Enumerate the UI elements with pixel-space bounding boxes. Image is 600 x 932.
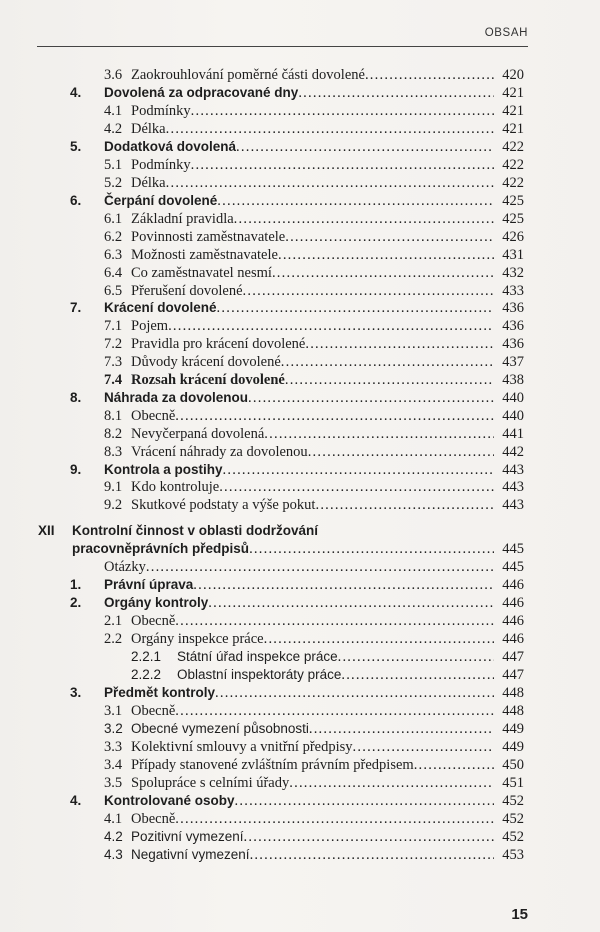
dot-leader <box>285 228 494 246</box>
toc-entry <box>0 576 600 594</box>
toc-entry-title: Skutkové podstaty a výše pokut <box>131 497 316 513</box>
toc-entry-title: Státní úřad inspekce práce <box>177 649 338 664</box>
toc-entry-page: 452 <box>502 793 524 809</box>
toc-entry <box>0 810 600 828</box>
toc-entry-page: 440 <box>502 390 524 406</box>
toc-entry <box>0 666 600 684</box>
toc-entry <box>0 630 600 648</box>
toc-entry-number: 9.2 <box>104 497 123 513</box>
toc-entry-page: 420 <box>502 67 524 83</box>
toc-entry-page: 426 <box>502 229 524 245</box>
toc-entry-title: Nevyčerpaná dovolená <box>131 426 265 442</box>
toc-entry-title: Oblastní inspektoráty práce <box>177 667 342 682</box>
toc-entry <box>0 246 600 264</box>
dot-leader <box>208 594 494 612</box>
toc-entry-title: Obecné vymezení působnosti <box>131 721 309 736</box>
toc-entry-title: Vrácení náhrady za dovolenou <box>131 444 308 460</box>
toc-entry <box>0 335 600 353</box>
toc-entry-title: Kontrolní činnost v oblasti dodržování <box>72 523 319 538</box>
toc-entry-title: Případy stanovené zvláštním právním předpisem <box>131 757 414 773</box>
toc-entry <box>0 774 600 792</box>
dot-leader <box>338 648 494 666</box>
dot-leader <box>175 407 494 425</box>
dot-leader <box>175 810 494 828</box>
toc-entry <box>0 156 600 174</box>
toc-entry-title: Obecně <box>131 613 176 629</box>
dot-leader <box>175 612 494 630</box>
dot-leader <box>353 738 494 756</box>
toc-entry-number: 3.5 <box>104 775 123 791</box>
toc-entry <box>0 228 600 246</box>
dot-leader <box>281 353 494 371</box>
toc-entry <box>0 407 600 425</box>
toc-entry-page: 448 <box>502 685 524 701</box>
toc-entry-number: 9.1 <box>104 479 123 495</box>
toc-entry <box>0 684 600 702</box>
toc-entry <box>0 425 600 443</box>
toc-entry <box>0 828 600 846</box>
toc-entry-page: 445 <box>502 559 524 575</box>
dot-leader <box>217 299 494 317</box>
toc-entry-title: Obecně <box>131 408 176 424</box>
toc-entry-page: 451 <box>502 775 524 791</box>
toc-entry-number: 3.1 <box>104 703 123 719</box>
toc-entry-number: 8. <box>70 390 82 405</box>
toc-entry-number: 4.1 <box>104 103 123 119</box>
toc-entry-number: 5. <box>70 139 82 154</box>
toc-entry <box>0 317 600 335</box>
toc-entry-page: 432 <box>502 265 524 281</box>
toc-entry <box>0 558 600 576</box>
toc-entry-title: Spolupráce s celními úřady <box>131 775 290 791</box>
toc-entry-title: Přerušení dovolené <box>131 283 243 299</box>
toc-entry-page: 422 <box>502 157 524 173</box>
toc-entry-title: Zaokrouhlování poměrné části dovolené <box>131 67 365 83</box>
dot-leader <box>414 756 494 774</box>
toc-entry-title: Otázky <box>104 559 146 575</box>
toc-entry-title: Negativní vymezení <box>131 847 250 862</box>
dot-leader <box>365 66 494 84</box>
toc-entry-page: 452 <box>502 829 524 845</box>
toc-entry <box>0 702 600 720</box>
toc-entry-title: Kdo kontroluje <box>131 479 220 495</box>
toc-entry-page: 449 <box>502 739 524 755</box>
dot-leader <box>289 774 494 792</box>
page-number: 15 <box>511 906 528 923</box>
toc-entry-title: Obecně <box>131 703 176 719</box>
toc-entry-number: 8.3 <box>104 444 123 460</box>
toc-entry-page: 425 <box>502 193 524 209</box>
toc-entry <box>0 102 600 120</box>
dot-leader <box>191 102 494 120</box>
toc-entry-number: 9. <box>70 462 82 477</box>
dot-leader <box>191 156 494 174</box>
toc-entry-title: Rozsah krácení dovolené <box>131 372 285 388</box>
toc-entry <box>0 846 600 864</box>
toc-entry-title: Co zaměstnavatel nesmí <box>131 265 272 281</box>
toc-entry-title: Obecně <box>131 811 176 827</box>
toc-entry-page: 436 <box>502 300 524 316</box>
toc-entry-page: 453 <box>502 847 524 863</box>
toc-entry-page: 421 <box>502 121 524 137</box>
toc-entry <box>0 120 600 138</box>
dot-leader <box>315 496 494 514</box>
dot-leader <box>219 478 494 496</box>
dot-leader <box>341 666 494 684</box>
toc-entry-number: 2.2 <box>104 631 123 647</box>
toc-entry-page: 422 <box>502 139 524 155</box>
toc-entry <box>0 264 600 282</box>
toc-entry-number: 1. <box>70 577 82 592</box>
toc-entry-page: 436 <box>502 336 524 352</box>
toc-entry-title: Náhrada za dovolenou <box>104 390 249 405</box>
toc-entry-page: 437 <box>502 354 524 370</box>
toc-entry-title: Dodatková dovolená <box>104 139 237 154</box>
toc-entry-page: 436 <box>502 318 524 334</box>
toc-entry-title: Kolektivní smlouvy a vnitřní předpisy <box>131 739 353 755</box>
dot-leader <box>264 630 494 648</box>
dot-leader <box>175 702 494 720</box>
toc-entry-number: 4. <box>70 85 82 100</box>
toc-entry-number: 2.1 <box>104 613 123 629</box>
toc-entry-page: 447 <box>502 649 524 665</box>
toc-entry-page: 421 <box>502 103 524 119</box>
toc-entry-title: Čerpání dovolené <box>104 193 218 208</box>
toc-entry <box>0 282 600 300</box>
toc-entry-number: 2.2.2 <box>131 667 162 682</box>
toc-entry-page: 440 <box>502 408 524 424</box>
toc-entry-number: 4.2 <box>104 121 123 137</box>
toc-entry-title: Základní pravidla <box>131 211 234 227</box>
toc-entry-number: 4. <box>70 793 82 808</box>
toc-entry-number: 3.3 <box>104 739 123 755</box>
toc-entry-title: Povinnosti zaměstnavatele <box>131 229 286 245</box>
toc-entry-page: 433 <box>502 283 524 299</box>
toc-entry-number: 4.3 <box>104 847 123 862</box>
toc-entry-number: 6.3 <box>104 247 123 263</box>
toc-entry <box>0 461 600 479</box>
toc-entry-page: 443 <box>502 479 524 495</box>
toc-entry-number: 7.2 <box>104 336 123 352</box>
toc-entry <box>0 389 600 407</box>
toc-entry-title: Délka <box>131 175 166 191</box>
toc-entry <box>0 496 600 514</box>
dot-leader <box>264 425 494 443</box>
toc-entry <box>0 594 600 612</box>
toc-entry-number: 6.5 <box>104 283 123 299</box>
toc-entry <box>0 210 600 228</box>
toc-entry-number: 3.4 <box>104 757 123 773</box>
toc-entry-number: 8.2 <box>104 426 123 442</box>
dot-leader <box>272 264 494 282</box>
toc-entry-page: 442 <box>502 444 524 460</box>
toc-entry-title: Důvody krácení dovolené <box>131 354 281 370</box>
toc-entry-page: 438 <box>502 372 524 388</box>
toc-entry <box>0 720 600 738</box>
toc-entry-title: Právní úprava <box>104 577 194 592</box>
dot-leader <box>234 210 494 228</box>
toc-entry-number: 7.1 <box>104 318 123 334</box>
toc-entry-title: Dovolená za odpracované dny <box>104 85 299 100</box>
toc-entry-title: Orgány inspekce práce <box>131 631 264 647</box>
toc-entry-page: 447 <box>502 667 524 683</box>
toc-entry-number: 4.2 <box>104 829 123 844</box>
toc-entry <box>0 756 600 774</box>
dot-leader <box>146 558 494 576</box>
toc-entry <box>0 138 600 156</box>
header-rule <box>37 46 528 47</box>
dot-leader <box>285 371 494 389</box>
toc-entry-page: 446 <box>502 577 524 593</box>
toc-entry-page: 431 <box>502 247 524 263</box>
toc-entry-page: 452 <box>502 811 524 827</box>
toc-entry-page: 441 <box>502 426 524 442</box>
toc-entry <box>0 792 600 810</box>
toc-entry-page: 445 <box>502 541 524 557</box>
toc-entry-title: Podmínky <box>131 103 191 119</box>
toc-entry <box>0 66 600 84</box>
toc-entry-page: 450 <box>502 757 524 773</box>
toc-entry <box>0 478 600 496</box>
toc-entry-number: 7.3 <box>104 354 123 370</box>
toc-entry-number: 6.1 <box>104 211 123 227</box>
toc-entry-page: 449 <box>502 721 524 737</box>
toc-entry <box>0 371 600 389</box>
toc-entry-title: Podmínky <box>131 157 191 173</box>
toc-entry <box>0 443 600 461</box>
toc-entry-title: Kontrolované osoby <box>104 793 235 808</box>
dot-leader <box>250 846 494 864</box>
toc-entry-number: 2. <box>70 595 82 610</box>
toc-entry-title: Kontrola a postihy <box>104 462 223 477</box>
toc-entry-page: 422 <box>502 175 524 191</box>
dot-leader <box>248 389 494 407</box>
running-header: OBSAH <box>484 27 528 39</box>
dot-leader <box>215 684 494 702</box>
toc-entry <box>0 522 600 540</box>
toc-entry <box>0 612 600 630</box>
toc-entry-title: Délka <box>131 121 166 137</box>
toc-entry-number: 6.4 <box>104 265 123 281</box>
dot-leader <box>223 461 494 479</box>
dot-leader <box>309 720 494 738</box>
toc-entry-number: 5.2 <box>104 175 123 191</box>
toc-entry <box>0 648 600 666</box>
toc-entry-page: 443 <box>502 497 524 513</box>
toc-entry-number: 3.2 <box>104 721 123 736</box>
dot-leader <box>244 828 494 846</box>
toc-entry-number: XII <box>38 523 55 538</box>
dot-leader <box>166 120 494 138</box>
toc-entry <box>0 192 600 210</box>
toc-entry-page: 446 <box>502 631 524 647</box>
dot-leader <box>217 192 494 210</box>
dot-leader <box>168 317 494 335</box>
toc-entry-number: 6.2 <box>104 229 123 245</box>
toc-entry-number: 7. <box>70 300 82 315</box>
toc-entry-number: 3. <box>70 685 82 700</box>
toc-entry-page: 425 <box>502 211 524 227</box>
dot-leader <box>193 576 494 594</box>
toc-entry-number: 2.2.1 <box>131 649 162 664</box>
toc-entry-title: Orgány kontroly <box>104 595 209 610</box>
toc-entry-page: 446 <box>502 613 524 629</box>
toc-entry <box>0 540 600 558</box>
toc-entry-title: Pravidla pro krácení dovolené <box>131 336 306 352</box>
dot-leader <box>278 246 494 264</box>
dot-leader <box>166 174 494 192</box>
toc-entry <box>0 84 600 102</box>
dot-leader <box>235 792 494 810</box>
dot-leader <box>308 443 494 461</box>
dot-leader <box>298 84 494 102</box>
toc-entry <box>0 299 600 317</box>
toc-entry-number: 4.1 <box>104 811 123 827</box>
toc-entry <box>0 738 600 756</box>
toc-entry-number: 8.1 <box>104 408 123 424</box>
toc-entry-title: Předmět kontroly <box>104 685 216 700</box>
toc-entry-number: 7.4 <box>104 372 123 388</box>
toc-entry-title: Pojem <box>131 318 169 334</box>
toc-entry-number: 6. <box>70 193 82 208</box>
toc-entry <box>0 353 600 371</box>
toc-entry-title: Krácení dovolené <box>104 300 217 315</box>
toc-entry-number: 3.6 <box>104 67 123 83</box>
toc-entry-title: pracovněprávních předpisů <box>72 541 250 556</box>
toc-entry-title: Pozitivní vymezení <box>131 829 244 844</box>
dot-leader <box>249 540 494 558</box>
toc-entry <box>0 174 600 192</box>
toc-entry-page: 443 <box>502 462 524 478</box>
toc-entry-page: 446 <box>502 595 524 611</box>
dot-leader <box>243 282 494 300</box>
toc-entry-title: Možnosti zaměstnavatele <box>131 247 278 263</box>
toc-entry-page: 421 <box>502 85 524 101</box>
toc-entry-page: 448 <box>502 703 524 719</box>
dot-leader <box>305 335 494 353</box>
dot-leader <box>236 138 494 156</box>
toc-entry-number: 5.1 <box>104 157 123 173</box>
